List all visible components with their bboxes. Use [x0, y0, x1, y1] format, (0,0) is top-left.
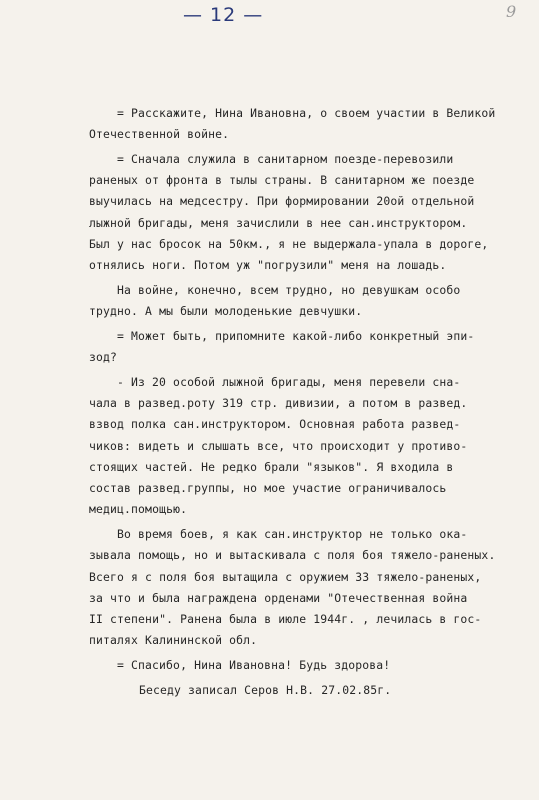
text-line: медиц.помощью.: [89, 502, 188, 516]
text-line: выучилась на медсестру. При формировании 20ой отдельной: [89, 194, 475, 208]
text-line: На войне, конечно, всем трудно, но девушкам особо: [117, 283, 461, 297]
archive-page-mark: 9: [506, 2, 517, 21]
signature-line: Беседу записал Серов Н.В. 27.02.85г.: [139, 683, 392, 697]
page-number: — 12 —: [183, 4, 264, 26]
text-line: = Сначала служила в санитарном поезде-перевозили: [117, 152, 454, 166]
text-line: зывала помощь, но и вытаскивала с поля боя тяжело-раненых.: [89, 548, 496, 562]
text-line: состав развед.группы, но мое участие ограничивалось: [89, 481, 447, 495]
text-line: взвод полка сан.инструктором. Основная работа развед-: [89, 417, 461, 431]
text-line: = Может быть, припомните какой-либо конкретный эпи-: [117, 329, 475, 343]
text-line: трудно. А мы были молоденькие девчушки.: [89, 304, 363, 318]
text-line: отнялись ноги. Потом уж "погрузили" меня на лошадь.: [89, 258, 447, 272]
text-line: раненых от фронта в тылы страны. В санитарном же поезде: [89, 173, 475, 187]
text-line: стоящих частей. Не редко брали "языков". Я входила в: [89, 460, 454, 474]
text-line: зод?: [89, 350, 118, 364]
text-line: = Расскажите, Нина Ивановна, о своем участии в Великой: [117, 106, 496, 120]
text-line: лыжной бригады, меня зачислили в нее сан.инструктором.: [89, 216, 468, 230]
text-line: - Из 20 особой лыжной бригады, меня перевели сна-: [117, 375, 461, 389]
text-line: чиков: видеть и слышать все, что происходит у противо-: [89, 439, 468, 453]
text-line: Отечественной войне.: [89, 127, 230, 141]
text-line: II степени". Ранена была в июле 1944г. , лечилась в гос-: [89, 612, 482, 626]
text-line: Всего я с поля боя вытащила с оружием 33 тяжело-раненых,: [89, 570, 482, 584]
text-line: питалях Калининской обл.: [89, 633, 258, 647]
text-line: чала в развед.роту 319 стр. дивизии, а потом в развед.: [89, 396, 468, 410]
text-line: Во время боев, я как сан.инструктор не только ока-: [117, 527, 468, 541]
text-line: = Спасибо, Нина Ивановна! Будь здорова!: [117, 658, 391, 672]
text-line: Был у нас бросок на 50км., я не выдержала-упала в дороге,: [89, 237, 489, 251]
text-line: за что и была награждена орденами "Отечественная война: [89, 591, 468, 605]
